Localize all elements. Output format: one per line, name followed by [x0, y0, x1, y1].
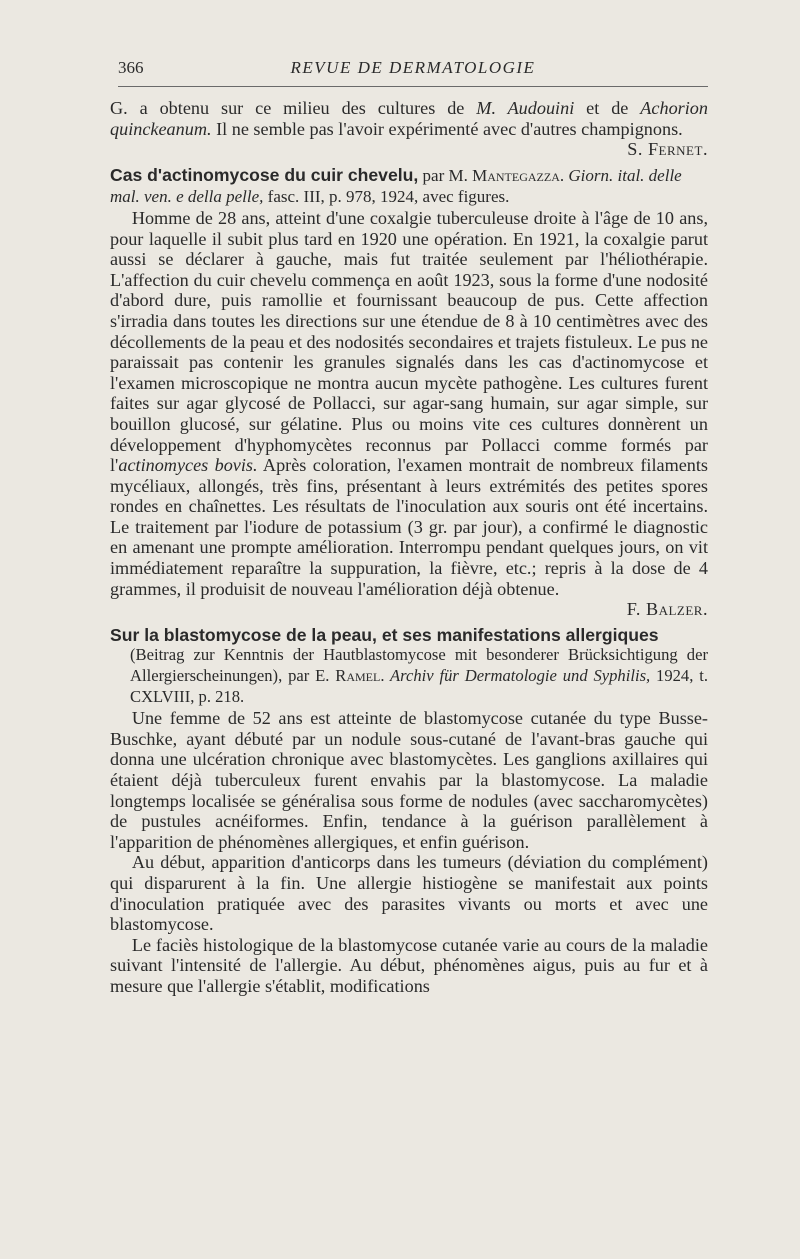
article0-text: G. a obtenu sur ce milieu des cultures de M. Audouini et de Achorion quinckeanum. Il ne semble pas l'avoir expérimenté avec d'autres champignons.: [110, 98, 708, 139]
article2-citation: (Beitrag zur Kenntnis der Hautblastomycose mit besonderer Brücksichtigung der Allergierscheinungen), par E. Ramel. Archiv für Dermatologie und Syphilis, 1924, t. CXLVIII, p. 218.: [130, 645, 708, 706]
journal-title: REVUE DE DERMATOLOGIE: [290, 58, 536, 77]
article1-signature: F. Balzer.: [626, 599, 708, 620]
article2-paragraph-3: Le faciès histologique de la blastomycose cutanée varie au cours de la maladie suivant l'intensité de l'allergie. Au début, phénomènes aigus, puis au fur et à mesure que l'allergie s'établit, modifications: [110, 934, 708, 996]
article0-signature: S. Fernet.: [627, 139, 708, 160]
page-number: 366: [118, 58, 144, 77]
article2-title: Sur la blastomycose de la peau, et ses manifestations allergiques: [110, 624, 659, 645]
article1-body: Homme de 28 ans, atteint d'une coxalgie tuberculeuse droite à l'âge de 10 ans, pour laquelle il subit plus tard en 1920 une opération. En 1921, la coxalgie parut aussi se déclarer à gauche, mais fut traitée seulement par l'héliothérapie. L'affection du cuir chevelu commença en août 1923, sous la forme d'une nodosité d'abord dure, puis ramollie et fournissant beaucoup de pus. Cette affection s'irradia dans toutes les directions sur une étendue de 8 à 10 centimètres avec des décollements de la peau et des nodosités secondaires et trajets fistuleux. Le pus ne paraissait pas contenir les granules signalés dans les cas d'actinomycose et l'examen microscopique ne montra aucun mycète pathogène. Les cultures furent faites sur agar glycosé de Pollacci, sur agar-sang humain, sur agar simple, sur bouillon glucosé, sur gélatine. Plus ou moins vite ces cultures donnèrent un développement d'hyphomycètes reconnus par Pollacci comme formés par l'actinomyces bovis. Après coloration, l'examen montrait de nombreux filaments mycéliaux, allongés, très fins, présentant à leurs extrémités des petites spores rondes en chaînettes. Les résultats de l'inoculation aux souris ont été incertains. Le traitement par l'iodure de potassium (3 gr. par jour), a confirmé le diagnostic en amenant une prompte amélioration. Interrompu pendant quelques jours, on vit immédiatement reparaître la suppuration, la fièvre, etc.; repris à la dose de 4 grammes, il produisit de nouveau l'amélioration déjà obtenue.: [110, 207, 709, 599]
article2-paragraph-2: Au début, apparition d'anticorps dans les tumeurs (déviation du complément) qui disparurent à la fin. Une allergie histiogène se manifestait aux points d'inoculation pratiquée avec des parasites vivants ou morts et avec une blastomycose.: [110, 852, 708, 935]
running-header: [118, 52, 708, 87]
article2-paragraph-1: Une femme de 52 ans est atteinte de blastomycose cutanée du type Busse-Buschke, ayant débuté par un nodule sous-cutané de l'avant-bras gauche qui donna une ulcération chronique avec blastomycètes. Les ganglions axillaires qui étaient déjà tuberculeux furent envahis par la blastomycose. La maladie longtemps localisée se généralisa sous forme de nodules (avec saccharomycètes) de pustules acnéiformes. Enfin, tendance à la guérison parallèlement à l'apparition de phénomènes allergiques, et enfin guérison.: [110, 708, 708, 852]
article1-title: Cas d'actinomycose du cuir chevelu, par M. Mantegazza. Giorn. ital. delle mal. ven. e della pelle, fasc. III, p. 978, 1924, avec figures.: [110, 164, 682, 207]
page-body: [110, 98, 708, 997]
